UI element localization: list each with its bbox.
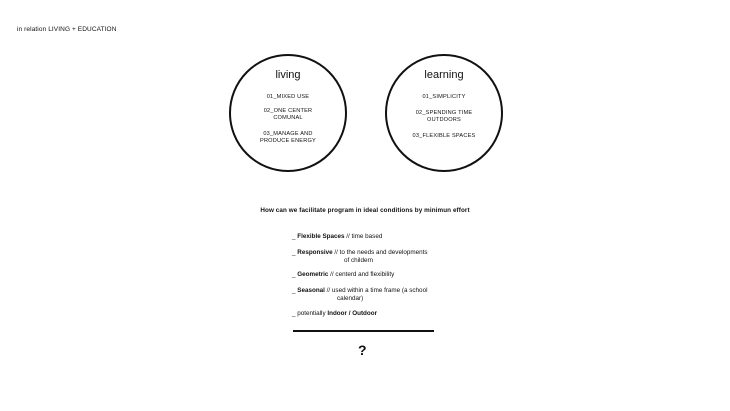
list-keyword: Indoor / Outdoor bbox=[327, 310, 378, 317]
divider-line bbox=[293, 330, 434, 332]
list-item-indoor-outdoor bbox=[292, 310, 377, 318]
list-prefix: _ bbox=[292, 271, 298, 278]
living-item-1: 01_MIXED USE bbox=[266, 94, 310, 100]
list-item-flexible bbox=[292, 233, 382, 241]
living-item-2: 02_ONE CENTER COMUNAL bbox=[263, 108, 313, 121]
list-description: // time based bbox=[344, 233, 383, 240]
learning-item-3: 03_FLEXIBLE SPACES bbox=[412, 133, 476, 139]
list-description: // used within a time frame (a school bbox=[324, 287, 428, 294]
list-continuation: calendar) bbox=[337, 295, 364, 302]
living-title: living bbox=[275, 69, 301, 81]
list-item-responsive bbox=[292, 249, 428, 257]
slide-title: in relation LIVING + EDUCATION bbox=[17, 26, 117, 33]
learning-item-1: 01_SIMPLICITY bbox=[422, 94, 466, 100]
learning-circle bbox=[385, 54, 503, 172]
question-heading: How can we facilitate program in ideal conditions by minimun effort bbox=[260, 207, 470, 214]
list-prefix: _ potentially bbox=[292, 310, 328, 317]
list-keyword: Seasonal bbox=[297, 287, 325, 294]
list-description: // centerd and flexibility bbox=[328, 271, 395, 278]
list-prefix: _ bbox=[292, 287, 298, 294]
learning-item-2: 02_SPENDING TIME OUTDOORS bbox=[415, 110, 473, 123]
list-keyword: Responsive bbox=[297, 249, 333, 256]
list-keyword: Geometric bbox=[297, 271, 329, 278]
list-keyword: Flexible Spaces bbox=[297, 233, 345, 240]
list-item-seasonal bbox=[292, 287, 427, 295]
list-continuation: of childern bbox=[344, 257, 374, 264]
list-description: // to the needs and developments bbox=[332, 249, 428, 256]
living-circle bbox=[229, 54, 347, 172]
living-item-3: 03_MANAGE AND PRODUCE ENERGY bbox=[260, 131, 316, 144]
question-mark: ? bbox=[358, 342, 367, 358]
list-item-geometric bbox=[292, 271, 394, 279]
list-prefix: _ bbox=[292, 249, 298, 256]
list-prefix: _ bbox=[292, 233, 298, 240]
learning-title: learning bbox=[424, 69, 464, 81]
